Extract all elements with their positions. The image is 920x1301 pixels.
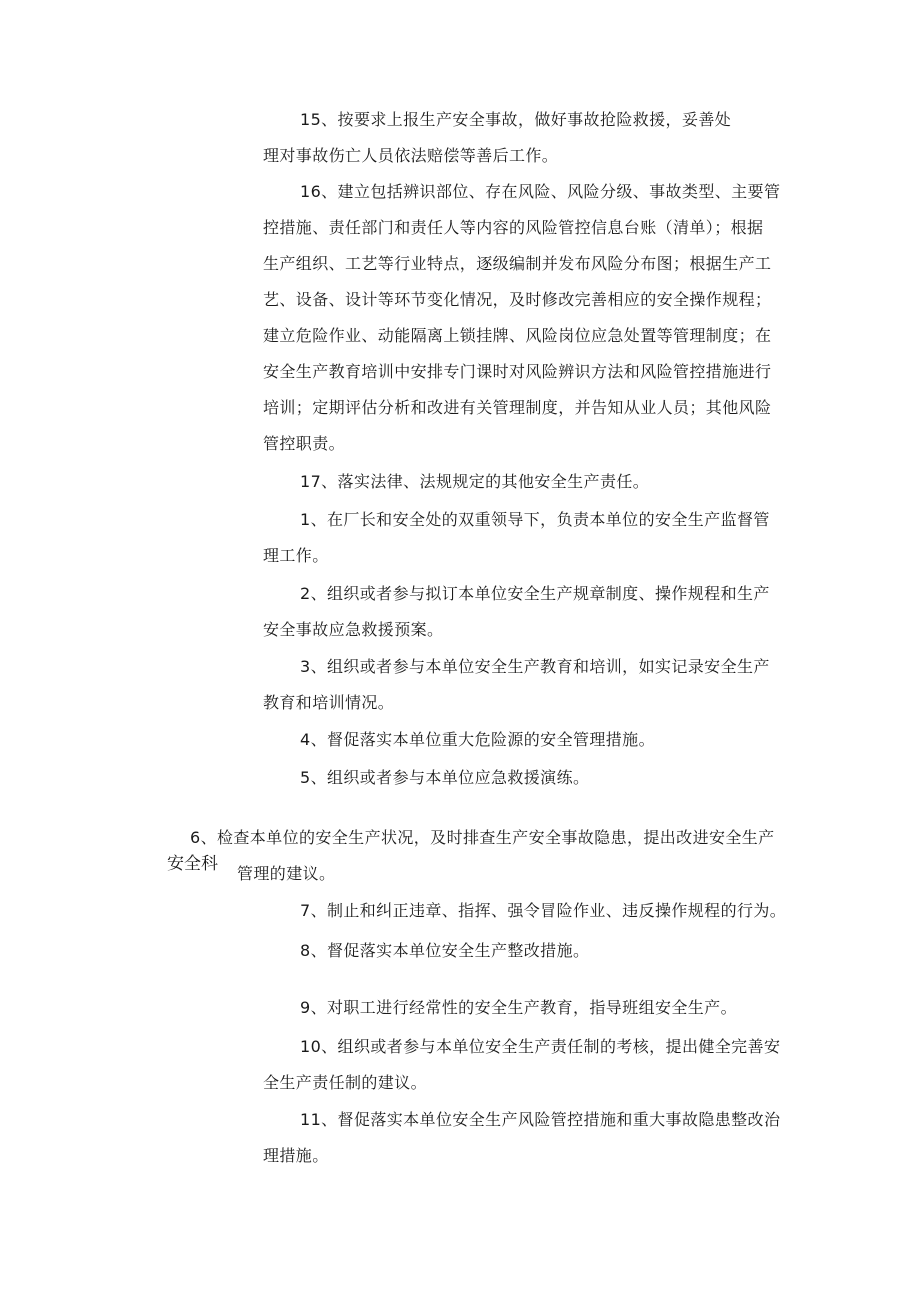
text-line: 控措施、责任部门和责任人等内容的风险管控信息台账（清单）；根据 <box>263 218 764 237</box>
text-line: 8、督促落实本单位安全生产整改措施。 <box>300 941 590 960</box>
text-line: 10、组织或者参与本单位安全生产责任制的考核，提出健全完善安 <box>300 1037 781 1056</box>
text-line: 6、检查本单位的安全生产状况，及时排查生产安全事故隐患，提出改进安全生产 <box>190 828 775 847</box>
text-line: 11、督促落实本单位安全生产风险管控措施和重大事故隐患整改治 <box>300 1110 781 1129</box>
text-line: 理措施。 <box>263 1146 329 1165</box>
text-line: 管理的建议。 <box>237 864 336 883</box>
text-line: 安全生产教育培训中安排专门课时对风险辨识方法和风险管控措施进行 <box>263 362 772 381</box>
text-line: 15、按要求上报生产安全事故，做好事故抢险救援，妥善处 <box>300 110 732 129</box>
text-line: 安全事故应急救援预案。 <box>263 620 444 639</box>
text-line: 5、组织或者参与本单位应急救援演练。 <box>300 768 590 787</box>
department-label: 安全科 <box>167 854 218 874</box>
text-line: 教育和培训情况。 <box>263 693 395 712</box>
text-line: 全生产责任制的建议。 <box>263 1073 428 1092</box>
text-line: 3、组织或者参与本单位安全生产教育和培训，如实记录安全生产 <box>300 657 770 676</box>
text-line: 理对事故伤亡人员依法赔偿等善后工作。 <box>263 146 559 165</box>
text-line: 建立危险作业、动能隔离上锁挂牌、风险岗位应急处置等管理制度；在 <box>263 326 772 345</box>
text-line: 4、督促落实本单位重大危险源的安全管理措施。 <box>300 730 655 749</box>
text-line: 培训；定期评估分析和改进有关管理制度，并告知从业人员；其他风险 <box>263 398 772 417</box>
text-line: 16、建立包括辨识部位、存在风险、风险分级、事故类型、主要管 <box>300 182 781 201</box>
text-line: 1、在厂长和安全处的双重领导下，负责本单位的安全生产监督管 <box>300 510 770 529</box>
text-line: 2、组织或者参与拟订本单位安全生产规章制度、操作规程和生产 <box>300 584 770 603</box>
text-line: 管控职责。 <box>263 434 346 453</box>
text-line: 7、制止和纠正违章、指挥、强令冒险作业、违反操作规程的行为。 <box>300 901 787 920</box>
text-line: 9、对职工进行经常性的安全生产教育，指导班组安全生产。 <box>300 998 737 1017</box>
text-line: 理工作。 <box>263 546 329 565</box>
text-line: 生产组织、工艺等行业特点，逐级编制并发布风险分布图；根据生产工 <box>263 254 772 273</box>
text-line: 艺、设备、设计等环节变化情况，及时修改完善相应的安全操作规程； <box>263 290 772 309</box>
text-line: 17、落实法律、法规规定的其他安全生产责任。 <box>300 472 650 491</box>
